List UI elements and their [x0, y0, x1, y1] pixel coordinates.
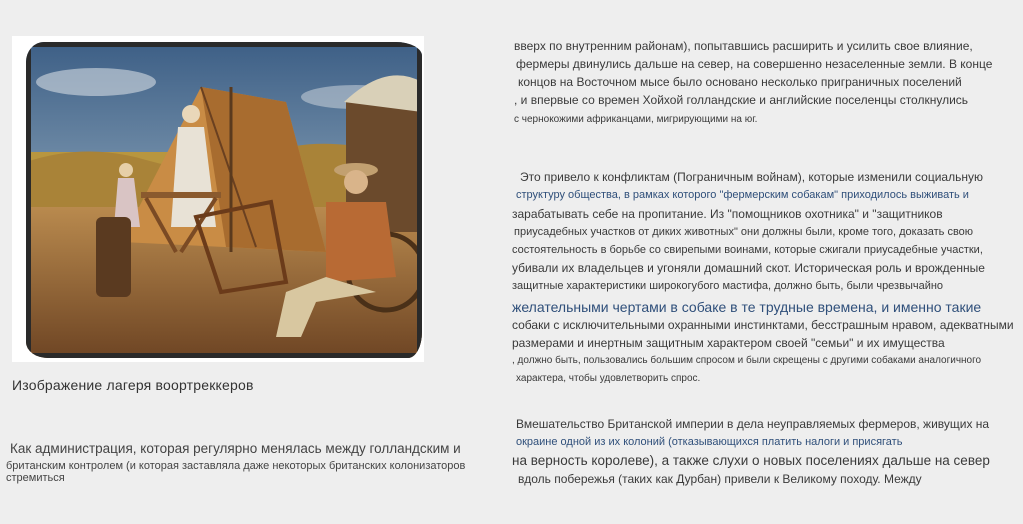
paragraph-line: окраине одной из их колоний (отказывающихся платить налоги и присягать: [516, 436, 903, 448]
camp-scene-illustration: [26, 42, 422, 358]
paragraph-line: приусадебных участков от диких животных" они должны были, кроме того, доказать свою: [514, 226, 974, 238]
paragraph-line: концов на Восточном мысе было основано несколько приграничных поселений: [518, 75, 962, 89]
paragraph-line: состоятельность в борьбе со свирепыми воинами, которые сжигали приусадебные участки,: [512, 244, 983, 256]
paragraph-line: вдоль побережья (таких как Дурбан) привели к Великому походу. Между: [518, 472, 922, 486]
paragraph-line: защитные характеристики широкогубого мастифа, должно быть, были чрезвычайно: [512, 280, 944, 292]
paragraph-line: собаки с исключительными охранными инстинктами, бесстрашным нравом, адекватными: [512, 318, 1014, 332]
paragraph-3: [512, 416, 1012, 487]
paragraph-2: [512, 169, 1012, 387]
paragraph-line: структуру общества, в рамках которого "фермерским собакам" приходилось выживать и: [516, 189, 969, 201]
paragraph-line: зарабатывать себе на пропитание. Из "помощников охотника" и "защитников: [512, 207, 943, 221]
paragraph-line: на верность королеве), а также слухи о новых поселениях дальше на север: [512, 453, 990, 468]
paragraph-line: Это привело к конфликтам (Пограничным войнам), которые изменили социальную: [520, 170, 983, 184]
paragraph-line: , должно быть, пользовались большим спросом и были скрещены с другими собаками аналогичного: [512, 355, 982, 366]
paragraph-line: размерами и инертным защитным характером своей "семьи" и их имущества: [512, 336, 945, 350]
left-paragraph: [6, 441, 486, 484]
left-paragraph-line: британским контролем (и которая заставляла даже некоторых британских колонизаторов стремиться: [6, 460, 466, 484]
image-caption: Изображение лагеря воортреккеров: [12, 377, 254, 393]
paragraph-line: вверх по внутренним районам), попытавшись расширить и усилить свое влияние,: [514, 39, 973, 53]
photo-frame: [12, 36, 424, 362]
paragraph-line: , и впервые со времен Хойхой голландские и английские поселенцы столкнулись: [514, 93, 969, 107]
paragraph-line: характера, чтобы удовлетворить спрос.: [516, 373, 701, 384]
paragraph-line: Вмешательство Британской империи в дела неуправляемых фермеров, живущих на: [516, 417, 990, 431]
paragraph-line: фермеры двинулись дальше на север, на совершенно незаселенные земли. В конце: [516, 57, 993, 71]
left-paragraph-line: Как администрация, которая регулярно менялась между голландским и: [10, 441, 461, 456]
paragraph-line: убивали их владельцев и угоняли домашний скот. Историческая роль и врожденные: [512, 261, 985, 275]
paragraph-line: с чернокожими африканцами, мигрирующими на юг.: [514, 114, 758, 125]
paragraph-1: [512, 38, 1012, 128]
paragraph-line: желательными чертами в собаке в те трудные времена, и именно такие: [512, 299, 982, 315]
voortrekker-camp-photo: [26, 42, 422, 358]
